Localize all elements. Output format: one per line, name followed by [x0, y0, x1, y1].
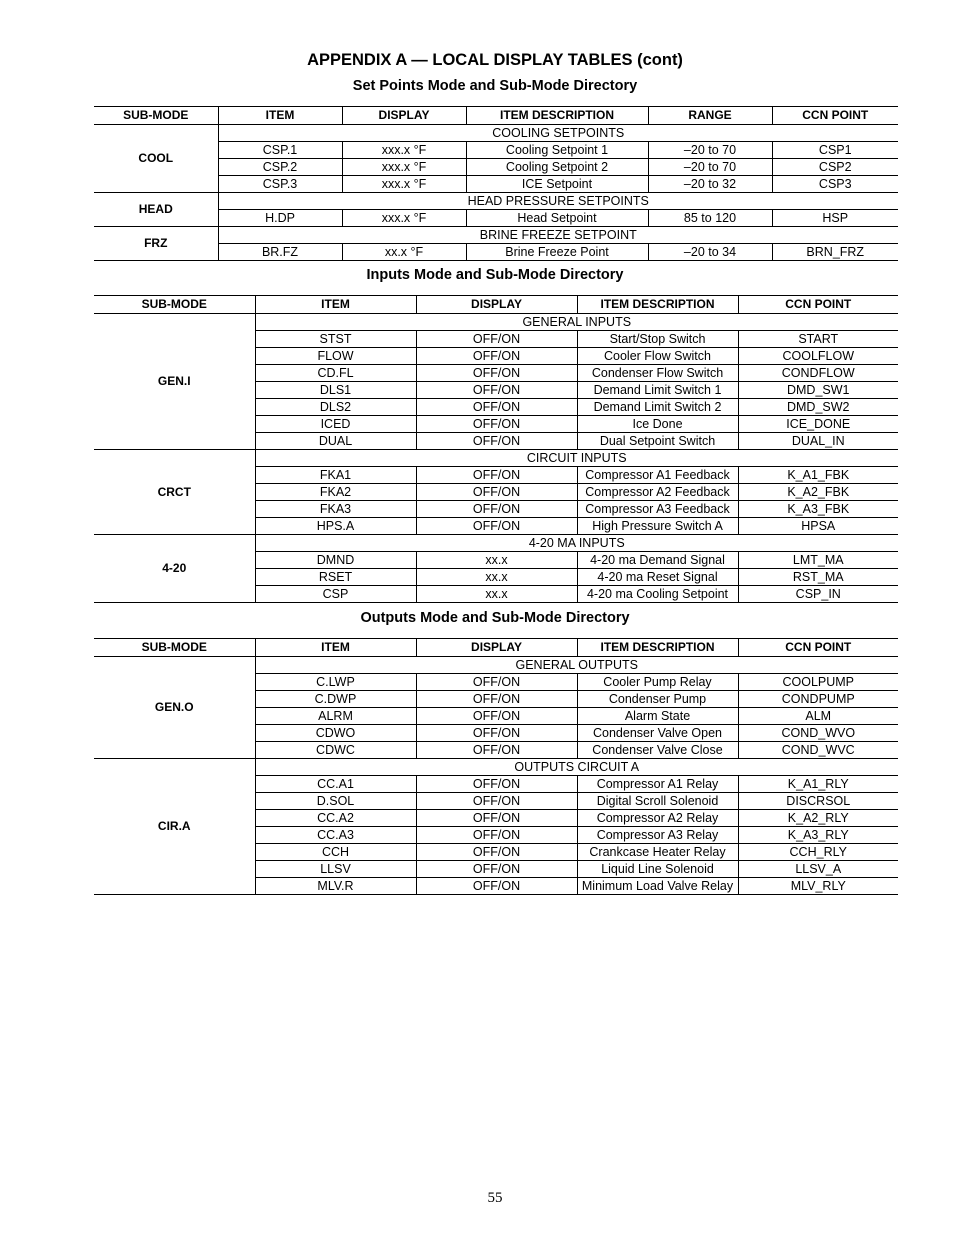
- group-heading: HEAD PRESSURE SETPOINTS: [218, 193, 898, 210]
- table-cell: DISCRSOL: [738, 793, 898, 810]
- table-cell: OFF/ON: [416, 878, 577, 895]
- sub-mode-label: FRZ: [94, 227, 218, 261]
- table-cell: Alarm State: [577, 708, 738, 725]
- column-header: SUB-MODE: [94, 296, 255, 314]
- table-cell: Cooling Setpoint 1: [466, 142, 648, 159]
- table-cell: HSP: [772, 210, 898, 227]
- column-header: DISPLAY: [342, 107, 466, 125]
- table-cell: Cooler Flow Switch: [577, 348, 738, 365]
- table-cell: DUAL_IN: [738, 433, 898, 450]
- group-heading-row: [94, 125, 898, 142]
- table-cell: 4-20 ma Demand Signal: [577, 552, 738, 569]
- table-cell: Dual Setpoint Switch: [577, 433, 738, 450]
- group-heading-row: [94, 314, 898, 331]
- column-header: CCN POINT: [738, 296, 898, 314]
- group-heading: CIRCUIT INPUTS: [255, 450, 898, 467]
- table-cell: OFF/ON: [416, 331, 577, 348]
- table-cell: K_A2_RLY: [738, 810, 898, 827]
- table-cell: Cooling Setpoint 2: [466, 159, 648, 176]
- group-heading: BRINE FREEZE SETPOINT: [218, 227, 898, 244]
- table-cell: DLS1: [255, 382, 416, 399]
- table-cell: C.DWP: [255, 691, 416, 708]
- table-cell: Head Setpoint: [466, 210, 648, 227]
- group-heading-row: [94, 657, 898, 674]
- table-cell: OFF/ON: [416, 708, 577, 725]
- group-heading: COOLING SETPOINTS: [218, 125, 898, 142]
- table-cell: CSP.1: [218, 142, 342, 159]
- table-cell: CSP1: [772, 142, 898, 159]
- table-cell: Demand Limit Switch 1: [577, 382, 738, 399]
- table-cell: DMD_SW2: [738, 399, 898, 416]
- outputs-title: Outputs Mode and Sub-Mode Directory: [360, 610, 630, 626]
- table-cell: MLV.R: [255, 878, 416, 895]
- table-cell: CSP2: [772, 159, 898, 176]
- table-cell: OFF/ON: [416, 725, 577, 742]
- table-cell: FKA2: [255, 484, 416, 501]
- table-cell: Condenser Flow Switch: [577, 365, 738, 382]
- table-cell: OFF/ON: [416, 484, 577, 501]
- table-cell: CONDFLOW: [738, 365, 898, 382]
- sub-mode-label: 4-20: [94, 535, 255, 603]
- table-cell: DLS2: [255, 399, 416, 416]
- table-cell: C.LWP: [255, 674, 416, 691]
- table-cell: K_A2_FBK: [738, 484, 898, 501]
- inputs-header-row: [94, 296, 898, 314]
- table-cell: RSET: [255, 569, 416, 586]
- table-cell: FLOW: [255, 348, 416, 365]
- table-cell: 4-20 ma Reset Signal: [577, 569, 738, 586]
- table-cell: Start/Stop Switch: [577, 331, 738, 348]
- group-heading: GENERAL INPUTS: [255, 314, 898, 331]
- sub-mode-label: GEN.I: [94, 314, 255, 450]
- table-cell: CSP.2: [218, 159, 342, 176]
- table-cell: BR.FZ: [218, 244, 342, 261]
- inputs-table: [94, 295, 898, 603]
- table-cell: CC.A1: [255, 776, 416, 793]
- outputs-header-row: [94, 639, 898, 657]
- table-cell: ALRM: [255, 708, 416, 725]
- page-title: APPENDIX A — LOCAL DISPLAY TABLES (cont): [307, 51, 683, 69]
- table-cell: Compressor A2 Feedback: [577, 484, 738, 501]
- table-cell: –20 to 34: [648, 244, 772, 261]
- table-cell: MLV_RLY: [738, 878, 898, 895]
- table-cell: Digital Scroll Solenoid: [577, 793, 738, 810]
- table-cell: OFF/ON: [416, 365, 577, 382]
- table-cell: HPSA: [738, 518, 898, 535]
- table-cell: COND_WVO: [738, 725, 898, 742]
- table-cell: K_A1_FBK: [738, 467, 898, 484]
- table-cell: CC.A2: [255, 810, 416, 827]
- table-cell: 85 to 120: [648, 210, 772, 227]
- table-cell: xxx.x °F: [342, 159, 466, 176]
- table-cell: High Pressure Switch A: [577, 518, 738, 535]
- table-cell: Demand Limit Switch 2: [577, 399, 738, 416]
- table-cell: OFF/ON: [416, 382, 577, 399]
- table-cell: Condenser Valve Open: [577, 725, 738, 742]
- table-cell: START: [738, 331, 898, 348]
- table-cell: –20 to 32: [648, 176, 772, 193]
- table-cell: OFF/ON: [416, 399, 577, 416]
- table-cell: Crankcase Heater Relay: [577, 844, 738, 861]
- table-cell: xxx.x °F: [342, 210, 466, 227]
- group-heading-row: [94, 535, 898, 552]
- table-cell: D.SOL: [255, 793, 416, 810]
- column-header: CCN POINT: [772, 107, 898, 125]
- table-cell: OFF/ON: [416, 844, 577, 861]
- table-cell: xxx.x °F: [342, 176, 466, 193]
- table-cell: OFF/ON: [416, 501, 577, 518]
- table-cell: Compressor A2 Relay: [577, 810, 738, 827]
- column-header: ITEM: [218, 107, 342, 125]
- table-cell: K_A1_RLY: [738, 776, 898, 793]
- table-cell: ICE_DONE: [738, 416, 898, 433]
- column-header: SUB-MODE: [94, 639, 255, 657]
- group-heading: GENERAL OUTPUTS: [255, 657, 898, 674]
- table-cell: CCH_RLY: [738, 844, 898, 861]
- table-cell: Condenser Valve Close: [577, 742, 738, 759]
- table-cell: DUAL: [255, 433, 416, 450]
- outputs-table: [94, 638, 898, 895]
- table-cell: Cooler Pump Relay: [577, 674, 738, 691]
- page-number: 55: [487, 1190, 503, 1206]
- table-cell: Condenser Pump: [577, 691, 738, 708]
- group-heading-row: [94, 759, 898, 776]
- table-cell: xx.x °F: [342, 244, 466, 261]
- table-cell: DMD_SW1: [738, 382, 898, 399]
- table-cell: ICE Setpoint: [466, 176, 648, 193]
- table-cell: CDWO: [255, 725, 416, 742]
- table-cell: OFF/ON: [416, 691, 577, 708]
- sub-mode-label: COOL: [94, 125, 218, 193]
- table-cell: LLSV: [255, 861, 416, 878]
- sub-mode-label: HEAD: [94, 193, 218, 227]
- column-header: RANGE: [648, 107, 772, 125]
- table-cell: Liquid Line Solenoid: [577, 861, 738, 878]
- setpoints-table: [94, 106, 898, 261]
- table-cell: xx.x: [416, 552, 577, 569]
- column-header: CCN POINT: [738, 639, 898, 657]
- column-header: ITEM DESCRIPTION: [577, 296, 738, 314]
- table-cell: CSP_IN: [738, 586, 898, 603]
- table-cell: Compressor A3 Feedback: [577, 501, 738, 518]
- column-header: ITEM DESCRIPTION: [466, 107, 648, 125]
- table-cell: COND_WVC: [738, 742, 898, 759]
- table-cell: ICED: [255, 416, 416, 433]
- table-cell: CC.A3: [255, 827, 416, 844]
- table-cell: xx.x: [416, 569, 577, 586]
- table-cell: LLSV_A: [738, 861, 898, 878]
- table-cell: LMT_MA: [738, 552, 898, 569]
- table-cell: ALM: [738, 708, 898, 725]
- setpoints-header-row: [94, 107, 898, 125]
- table-cell: OFF/ON: [416, 793, 577, 810]
- table-cell: OFF/ON: [416, 674, 577, 691]
- group-heading: OUTPUTS CIRCUIT A: [255, 759, 898, 776]
- table-cell: OFF/ON: [416, 518, 577, 535]
- table-cell: –20 to 70: [648, 159, 772, 176]
- table-cell: COOLPUMP: [738, 674, 898, 691]
- table-cell: H.DP: [218, 210, 342, 227]
- group-heading-row: [94, 193, 898, 210]
- table-cell: FKA1: [255, 467, 416, 484]
- sub-mode-label: CIR.A: [94, 759, 255, 895]
- table-cell: RST_MA: [738, 569, 898, 586]
- table-cell: HPS.A: [255, 518, 416, 535]
- table-cell: Minimum Load Valve Relay: [577, 878, 738, 895]
- table-cell: OFF/ON: [416, 810, 577, 827]
- table-cell: OFF/ON: [416, 742, 577, 759]
- column-header: ITEM DESCRIPTION: [577, 639, 738, 657]
- column-header: DISPLAY: [416, 296, 577, 314]
- column-header: ITEM: [255, 296, 416, 314]
- group-heading-row: [94, 227, 898, 244]
- table-cell: CCH: [255, 844, 416, 861]
- table-cell: OFF/ON: [416, 433, 577, 450]
- table-cell: CSP: [255, 586, 416, 603]
- table-cell: CSP3: [772, 176, 898, 193]
- table-cell: OFF/ON: [416, 776, 577, 793]
- table-cell: COOLFLOW: [738, 348, 898, 365]
- table-cell: K_A3_RLY: [738, 827, 898, 844]
- table-cell: STST: [255, 331, 416, 348]
- column-header: ITEM: [255, 639, 416, 657]
- table-cell: CDWC: [255, 742, 416, 759]
- sub-mode-label: CRCT: [94, 450, 255, 535]
- table-cell: K_A3_FBK: [738, 501, 898, 518]
- table-cell: xxx.x °F: [342, 142, 466, 159]
- table-cell: DMND: [255, 552, 416, 569]
- table-cell: OFF/ON: [416, 827, 577, 844]
- sub-mode-label: GEN.O: [94, 657, 255, 759]
- table-cell: CD.FL: [255, 365, 416, 382]
- table-cell: Ice Done: [577, 416, 738, 433]
- table-cell: OFF/ON: [416, 861, 577, 878]
- group-heading: 4-20 MA INPUTS: [255, 535, 898, 552]
- table-cell: –20 to 70: [648, 142, 772, 159]
- inputs-title: Inputs Mode and Sub-Mode Directory: [366, 267, 624, 283]
- table-cell: Compressor A1 Feedback: [577, 467, 738, 484]
- table-cell: CSP.3: [218, 176, 342, 193]
- setpoints-title: Set Points Mode and Sub-Mode Directory: [352, 78, 638, 94]
- table-cell: Compressor A1 Relay: [577, 776, 738, 793]
- column-header: SUB-MODE: [94, 107, 218, 125]
- table-cell: OFF/ON: [416, 416, 577, 433]
- column-header: DISPLAY: [416, 639, 577, 657]
- table-cell: Brine Freeze Point: [466, 244, 648, 261]
- group-heading-row: [94, 450, 898, 467]
- table-cell: Compressor A3 Relay: [577, 827, 738, 844]
- table-cell: BRN_FRZ: [772, 244, 898, 261]
- table-cell: xx.x: [416, 586, 577, 603]
- table-cell: OFF/ON: [416, 467, 577, 484]
- table-cell: FKA3: [255, 501, 416, 518]
- table-cell: CONDPUMP: [738, 691, 898, 708]
- table-cell: 4-20 ma Cooling Setpoint: [577, 586, 738, 603]
- table-cell: OFF/ON: [416, 348, 577, 365]
